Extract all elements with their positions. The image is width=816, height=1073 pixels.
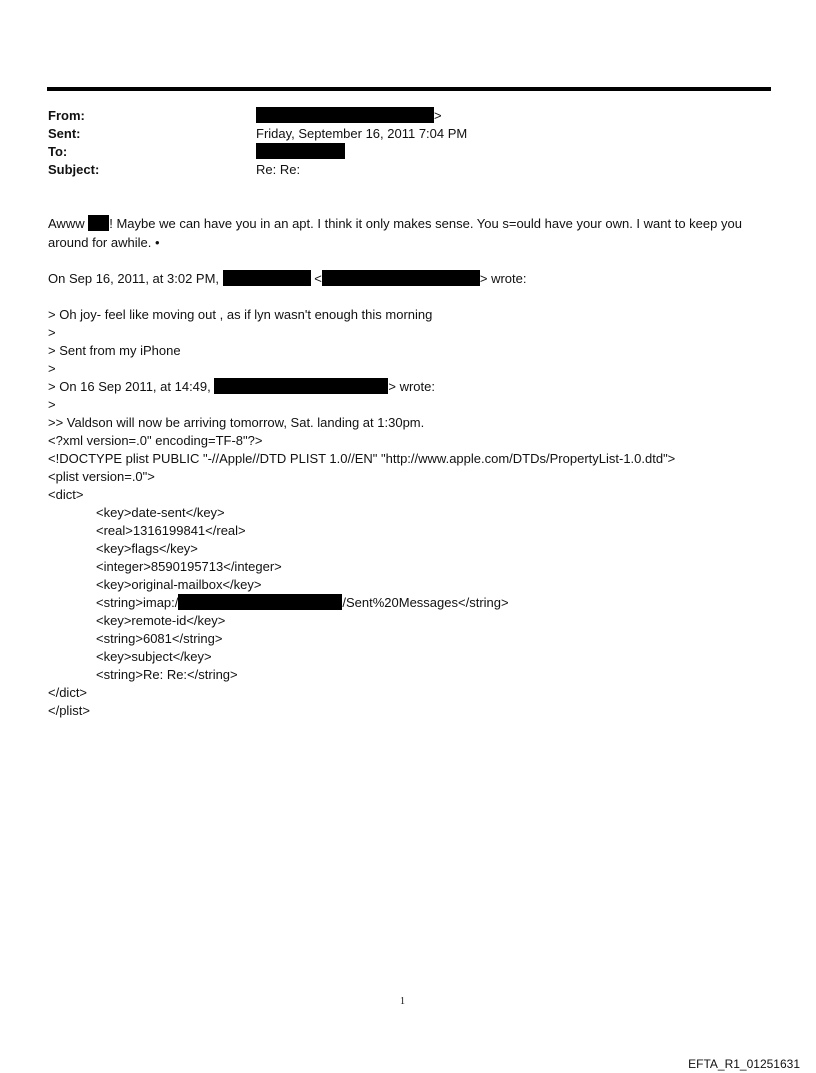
header-rule [47,87,771,91]
xml-line: </plist> [48,703,90,718]
xml-line: <dict> [48,487,84,502]
xml-line: <real>1316199841</real> [96,523,246,538]
quoted-line: >> Valdson will now be arriving tomorrow, Sat. landing at 1:30pm. [48,415,425,430]
xml-line: <key>original-mailbox</key> [96,577,262,592]
text-span: < [314,271,322,286]
text-span: > wrote: [388,379,435,394]
redaction-box [214,378,388,394]
xml-line [96,594,509,612]
text-span: > On 16 Sep 2011, at 14:49, [48,379,211,394]
xml-line: <key>remote-id</key> [96,613,226,628]
subject-value: Re: Re: [256,162,301,177]
to-label: To: [48,144,68,159]
text-span: Awww [48,216,85,231]
from-suffix: > [434,108,442,123]
to-value [256,143,345,161]
text-span: <string>imap:/ [96,595,179,610]
from-label: From: [48,108,85,123]
quoted-line [48,378,435,396]
xml-line: <key>subject</key> [96,649,212,664]
xml-line: <string>6081</string> [96,631,223,646]
subject-label: Subject: [48,162,100,177]
redaction-box [223,270,311,286]
quoted-line: > [48,361,56,376]
xml-line: <key>flags</key> [96,541,198,556]
quoted-line: > [48,397,56,412]
text-span: /Sent%20Messages</string> [342,595,509,610]
text-span: ! Maybe we can have you in an apt. I think it only makes sense. You s=ould have your own. I want to keep you [109,216,742,231]
redaction-box [256,107,434,123]
quoted-line: > Sent from my iPhone [48,343,181,358]
redaction-box [88,215,109,231]
message-paragraph-line-2: around for awhile. • [48,235,160,250]
quote-attribution [48,270,527,288]
sent-label: Sent: [48,126,81,141]
document-id: EFTA_R1_01251631 [688,1057,800,1071]
quoted-line: > [48,325,56,340]
xml-line: <key>date-sent</key> [96,505,225,520]
xml-line: </dict> [48,685,88,700]
page-number: 1 [400,996,405,1007]
message-paragraph-line-1 [48,215,742,233]
text-span: On Sep 16, 2011, at 3:02 PM, [48,271,220,286]
xml-line: <string>Re: Re:</string> [96,667,238,682]
xml-line: <integer>8590195713</integer> [96,559,282,574]
redaction-box [322,270,480,286]
xml-line: <plist version=.0"> [48,469,155,484]
quoted-line: > Oh joy- feel like moving out , as if lyn wasn't enough this morning [48,307,433,322]
redaction-box [178,594,342,610]
xml-line: <?xml version=.0" encoding=TF-8"?> [48,433,263,448]
sent-value: Friday, September 16, 2011 7:04 PM [256,126,468,141]
redaction-box [256,143,345,159]
xml-line: <!DOCTYPE plist PUBLIC "-//Apple//DTD PLIST 1.0//EN" "http://www.apple.com/DTDs/PropertyList-1.0.dtd"> [48,451,676,466]
text-span: > wrote: [479,271,527,286]
from-value [256,107,442,125]
